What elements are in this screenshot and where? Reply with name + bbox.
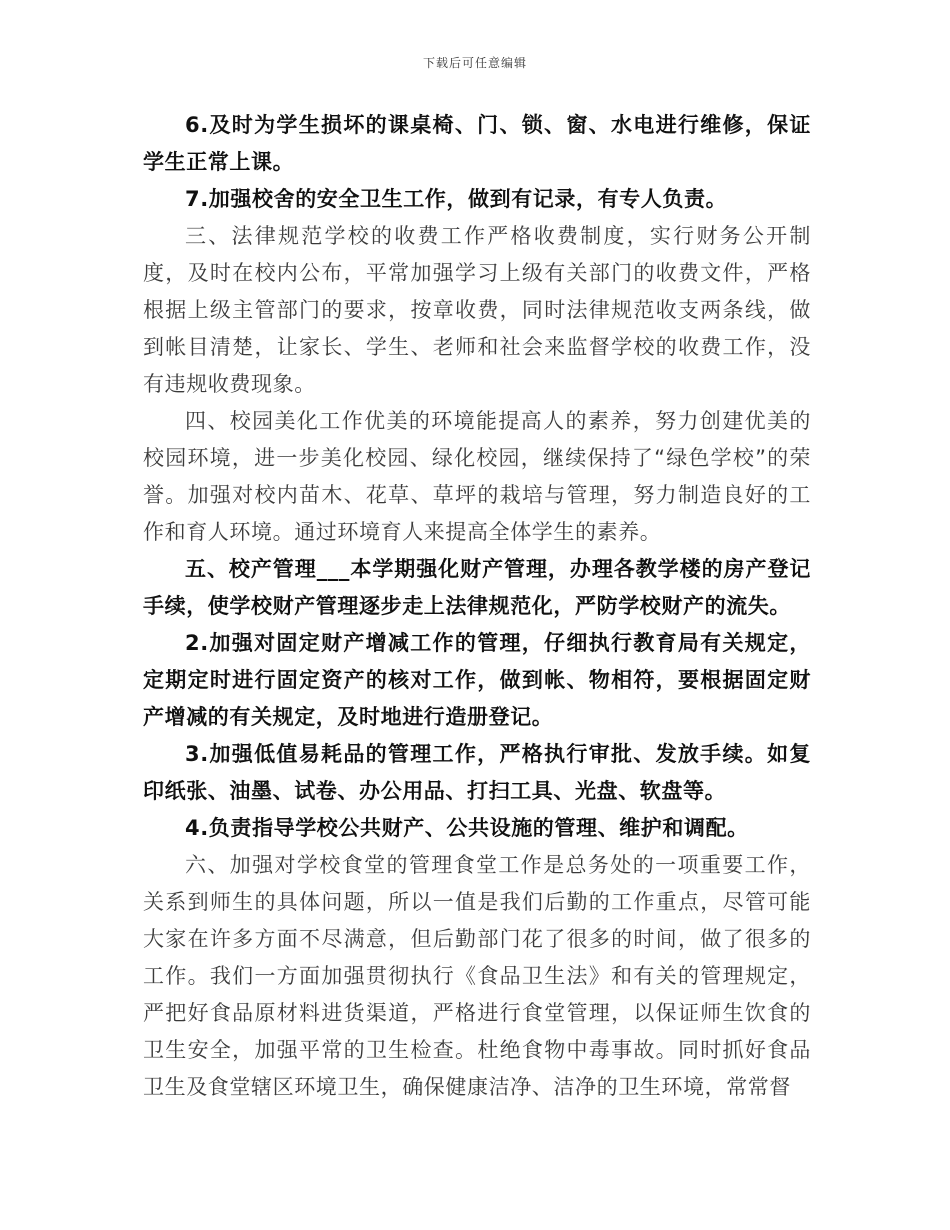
paragraph-section-4-campus: 四、校园美化工作优美的环境能提高人的素养，努力创建优美的校园环境，进一步美化校园、绿化校园，继续保持了“绿色学校”的荣誉。加强对校内苗木、花草、草坪的栽培与管理，努力制造良好的工作和育人环境。通过环境育人来提高全体学生的素养。 bbox=[143, 409, 811, 544]
paragraph-section-3-fees: 三、法律规范学校的收费工作严格收费制度，实行财务公开制度，及时在校内公布，平常加强学习上级有关部门的收费文件，严格根据上级主管部门的要求，按章收费，同时法律规范收支两条线，做到帐目清楚，让家长、学生、老师和社会来监督学校的收费工作，没有违规收费现象。 bbox=[143, 224, 811, 396]
paragraph-item-7: 7.加强校舍的安全卫生工作，做到有记录，有专人负责。 bbox=[185, 187, 728, 211]
page-header: 下载后可任意编辑 bbox=[422, 56, 527, 70]
paragraph-section-5-assets: 五、校产管理___本学期强化财产管理，办理各教学楼的房产登记手续，使学校财产管理逐步走上法律规范化，严防学校财产的流失。 bbox=[143, 557, 811, 618]
paragraph-item-3: 3.加强低值易耗品的管理工作，严格执行审批、发放手续。如复印纸张、油墨、试卷、办公用品、打扫工具、光盘、软盘等。 bbox=[143, 742, 811, 803]
paragraph-item-6: 6.及时为学生损坏的课桌椅、门、锁、窗、水电进行维修，保证学生正常上课。 bbox=[143, 113, 811, 174]
paragraph-item-2: 2.加强对固定财产增减工作的管理，仔细执行教育局有关规定，定期定时进行固定资产的核对工作，做到帐、物相符，要根据固定财产增减的有关规定，及时地进行造册登记。 bbox=[143, 631, 811, 729]
paragraph-section-6-canteen: 六、加强对学校食堂的管理食堂工作是总务处的一项重要工作，关系到师生的具体问题，所以一值是我们后勤的工作重点，尽管可能大家在许多方面不尽满意，但后勤部门花了很多的时间，做了很多的工作。我们一方面加强贯彻执行《食品卫生法》和有关的管理规定，严把好食品原材料进货渠道，严格进行食堂管理，以保证师生饮食的卫生安全，加强平常的卫生检查。杜绝食物中毒事故。同时抓好食品卫生及食堂辖区环境卫生，确保健康洁净、洁净的卫生环境，常常督 bbox=[143, 853, 811, 1099]
document-body bbox=[143, 107, 811, 1106]
paragraph-item-4: 4.负责指导学校公共财产、公共设施的管理、维护和调配。 bbox=[185, 816, 749, 840]
